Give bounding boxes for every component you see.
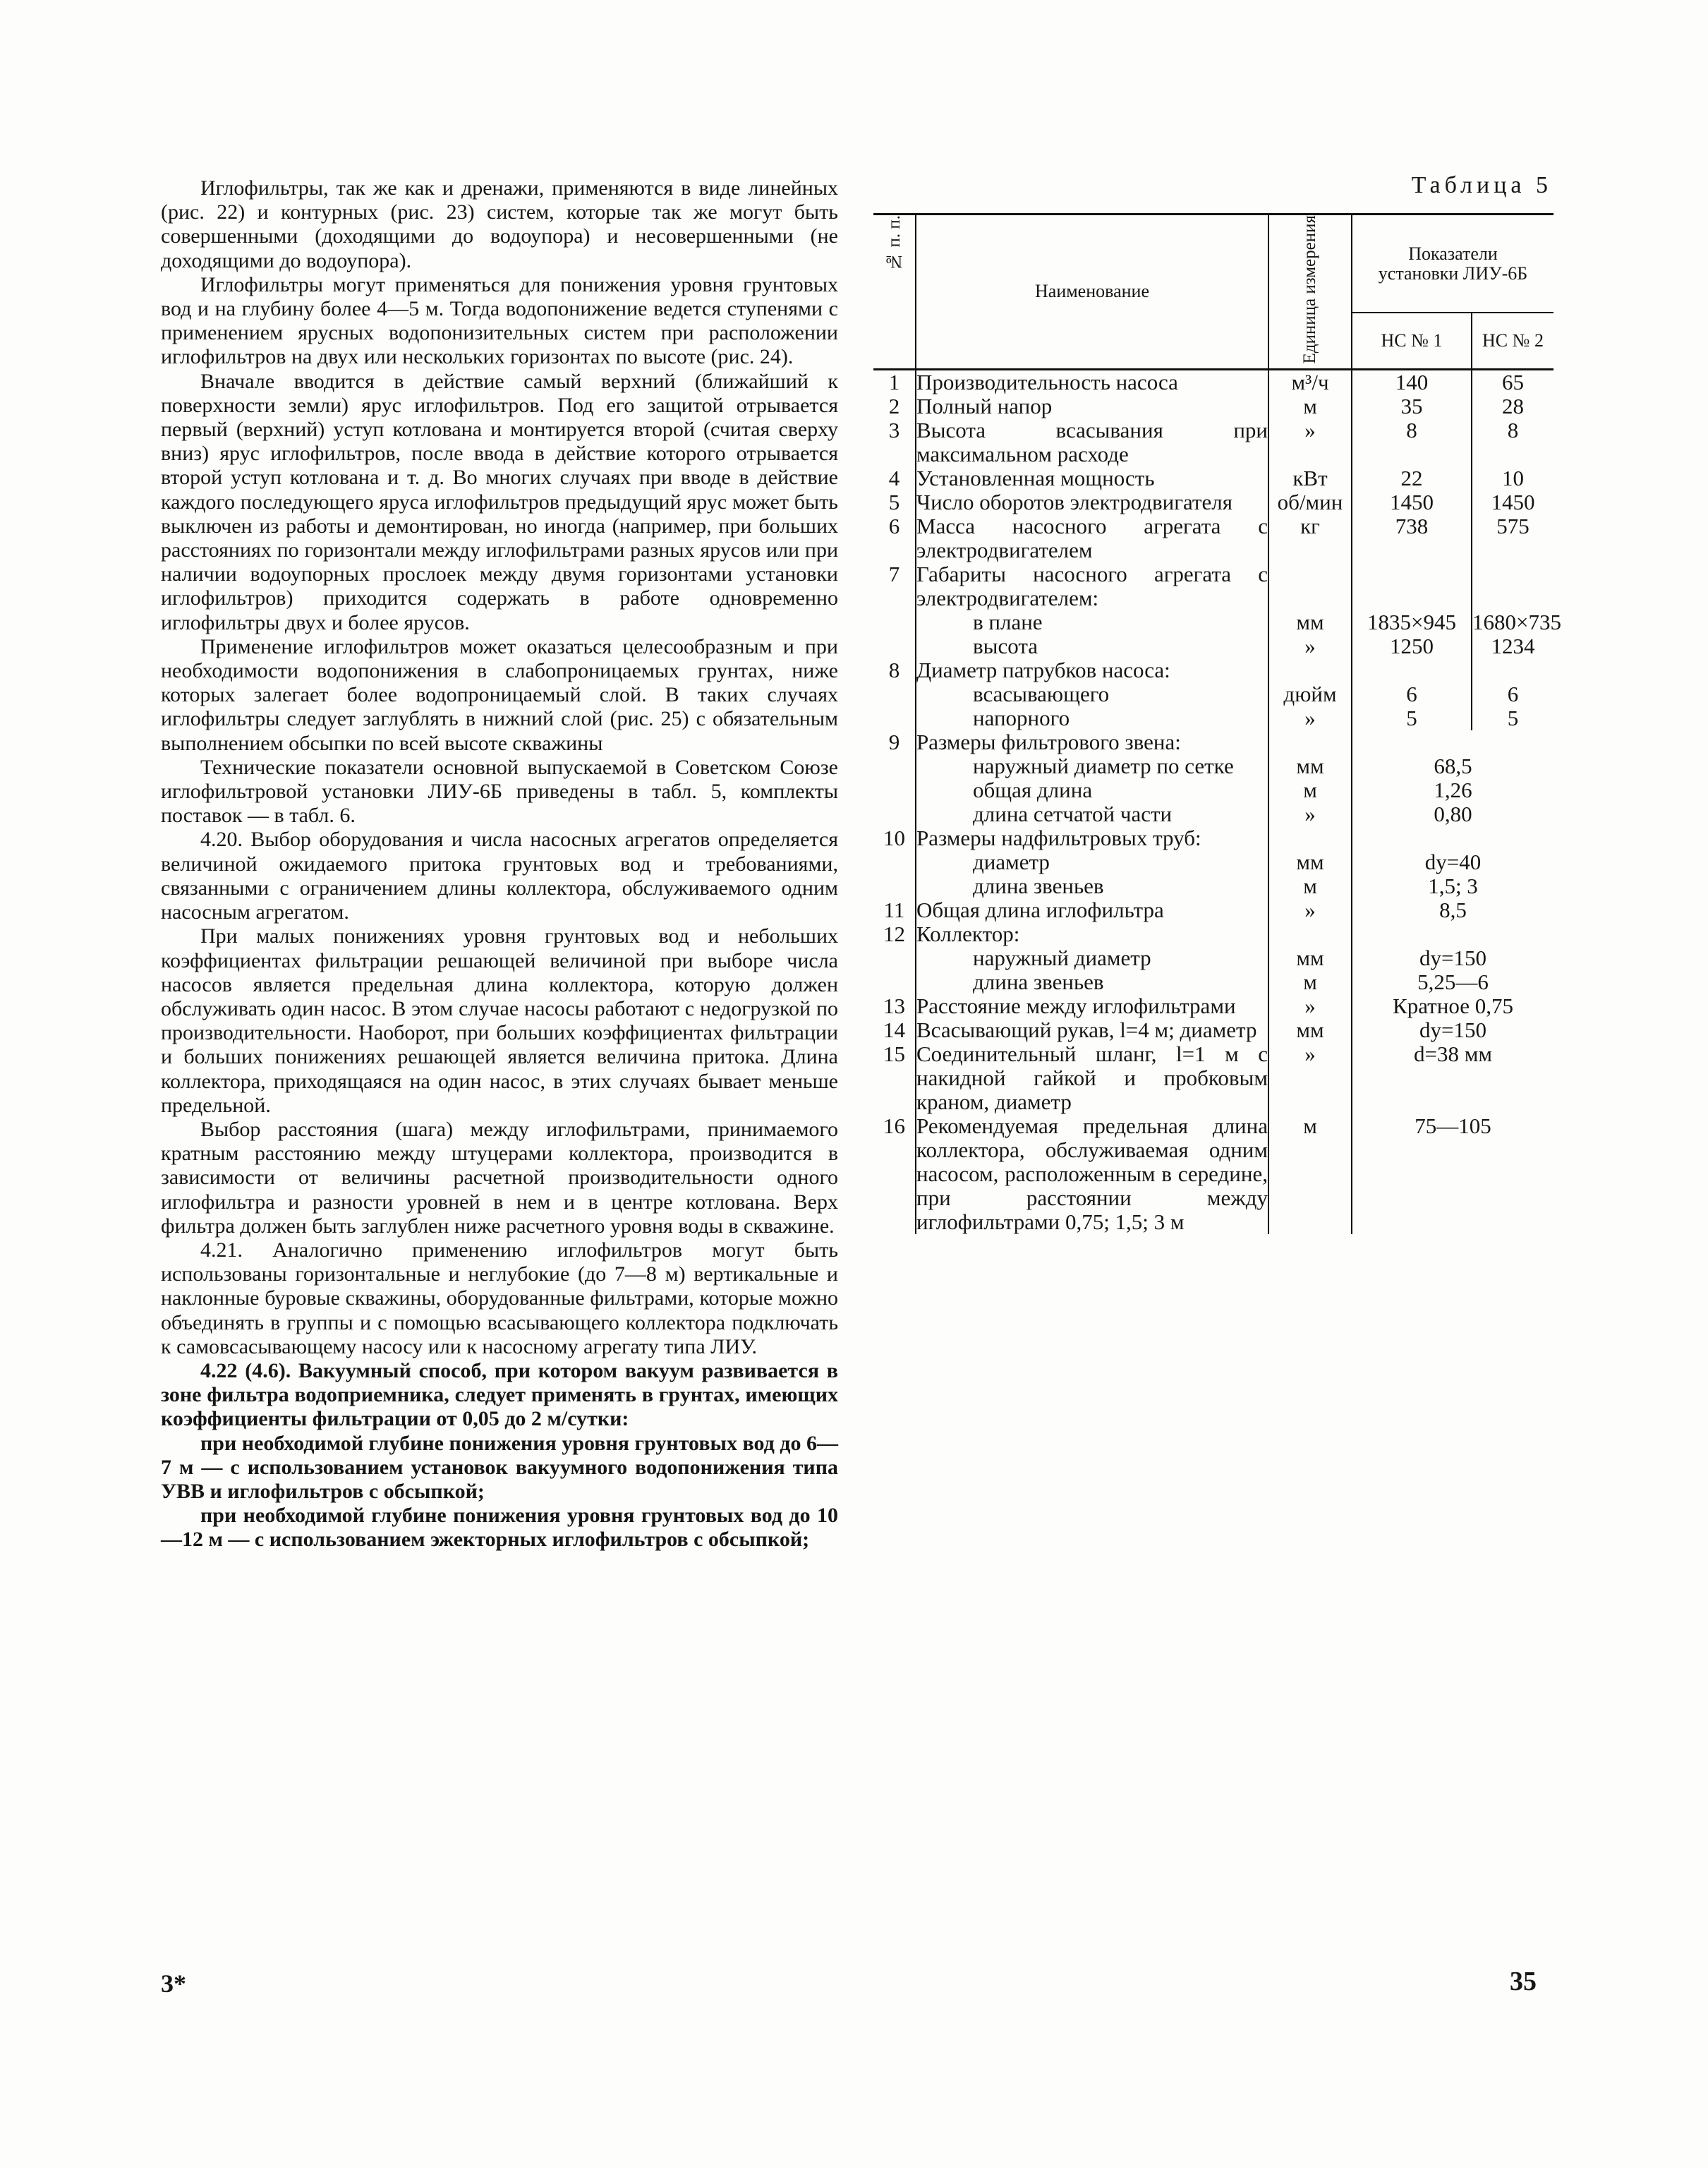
table-row: [873, 754, 1553, 778]
row-name: Расстояние между иглофильтрами: [916, 994, 1268, 1018]
row-unit: м: [1268, 778, 1352, 802]
row-number: [873, 850, 916, 874]
row-unit: [1268, 730, 1352, 754]
row-value-ns2: [1472, 658, 1553, 682]
row-value-ns2: [1472, 562, 1553, 610]
table-row: [873, 1114, 1553, 1234]
row-number: [873, 610, 916, 634]
row-unit: мм: [1268, 946, 1352, 970]
row-number: 13: [883, 993, 905, 1018]
row-name: Общая длина иглофильтра: [916, 898, 1268, 922]
row-unit: кг: [1268, 514, 1352, 562]
row-unit: »: [1268, 898, 1352, 922]
row-unit: м: [1268, 1114, 1352, 1234]
row-value: [1352, 922, 1553, 946]
table-row: [873, 970, 1553, 994]
row-unit: [1268, 562, 1352, 610]
table-row: [873, 369, 1553, 394]
row-number: 7: [888, 561, 900, 586]
row-value: d=38 мм: [1352, 1042, 1553, 1114]
row-number: 2: [888, 393, 900, 418]
row-unit: мм: [1268, 754, 1352, 778]
row-value: 5,25—6: [1352, 970, 1553, 994]
row-value: 75—105: [1352, 1114, 1553, 1234]
row-number: 15: [883, 1041, 905, 1066]
row-name: Масса насосного агрегата с электродвигателем: [916, 513, 1268, 562]
table-row: [873, 682, 1553, 706]
row-name: длина звеньев: [916, 874, 1268, 898]
row-number: 6: [888, 513, 900, 538]
table-row: [873, 610, 1553, 634]
spec-table: [873, 213, 1561, 1234]
row-number: [873, 754, 916, 778]
row-number: 11: [883, 897, 905, 922]
row-number: [873, 778, 916, 802]
row-unit: кВт: [1268, 466, 1352, 490]
row-value: 1,5; 3: [1352, 874, 1553, 898]
row-number: 12: [883, 921, 905, 946]
row-name: Размеры фильтрового звена:: [916, 730, 1268, 754]
row-value: 0,80: [1352, 802, 1553, 826]
row-unit: [1268, 826, 1352, 850]
table-row: [873, 490, 1553, 514]
table-row: [873, 418, 1553, 466]
table-row: [873, 394, 1553, 418]
row-number: [873, 970, 916, 994]
row-value-ns2: 1450: [1472, 490, 1553, 514]
table-row: [873, 706, 1553, 730]
row-unit: м: [1268, 970, 1352, 994]
row-name: высота: [916, 634, 1268, 658]
header-unit: Единица измерения: [1268, 215, 1352, 370]
row-number: 10: [883, 825, 905, 850]
row-value-ns1: [1352, 658, 1472, 682]
row-unit: м: [1268, 394, 1352, 418]
paragraph: 4.21. Аналогично применению иглофильтров могут быть использованы горизонтальные и неглубокие (до 7—8 м) вертикальные и наклонные буровые скважины, оборудованные фильтрами, которые можно объединять в группы и с помощью всасывающего коллектора подключать к самовсасывающему насосу или к насосному агрегату типа ЛИУ.: [161, 1238, 838, 1358]
sheet-mark: 3*: [161, 1969, 186, 1998]
row-name: Высота всасывания при максимальном расходе: [916, 417, 1268, 466]
header-num: № п. п.: [873, 215, 916, 370]
left-text-column: [161, 176, 838, 1552]
row-number: [873, 706, 916, 730]
table-row: [873, 850, 1553, 874]
row-number: 1: [888, 369, 900, 394]
row-name: наружный диаметр по сетке: [916, 754, 1268, 778]
row-number: 9: [888, 729, 900, 754]
row-value-ns2: 575: [1472, 514, 1553, 562]
row-name: диаметр: [916, 850, 1268, 874]
table-row: [873, 514, 1553, 562]
row-value-ns2: 1234: [1472, 634, 1553, 658]
row-unit: м: [1268, 874, 1352, 898]
row-value-ns2: 5: [1472, 706, 1553, 730]
row-unit: [1268, 922, 1352, 946]
row-name: Всасывающий рукав, l=4 м; диаметр: [916, 1018, 1268, 1042]
row-name: Установленная мощность: [916, 466, 1268, 490]
row-value-ns1: 1250: [1352, 634, 1472, 658]
row-name: в плане: [916, 610, 1268, 634]
row-number: 5: [888, 489, 900, 514]
header-ns2: НС № 2: [1472, 313, 1553, 369]
table-row: [873, 1018, 1553, 1042]
table-row: [873, 778, 1553, 802]
paragraph: Вначале вводится в действие самый верхний (ближайший к поверхности земли) ярус иглофильтров. Под его защитой отрывается первый (верхний) уступ котлована и монтируется второй (считая сверху вниз) ярус иглофильтров, после ввода в действие которого отрывается второй уступ котлована и т. д. Во многих случаях при вводе в действие каждого последующего яруса иглофильтров предыдущий ярус может быть выключен из работы и демонтирован, но иногда (например, при больших расстояниях по горизонтали между иглофильтрами разных ярусов или при наличии водоупорных прослоек между двумя горизонтами установки иглофильтров) приходится содержать в работе одновременно иглофильтры двух и более ярусов.: [161, 369, 838, 634]
row-unit: мм: [1268, 1018, 1352, 1042]
row-name: Диаметр патрубков насоса:: [916, 658, 1268, 682]
row-value-ns1: 35: [1352, 394, 1472, 418]
paragraph: Иглофильтры могут применяться для понижения уровня грунтовых вод и на глубину более 4—5 м. Тогда водопонижение ведется ступенями с применением ярусных водопонизительных систем при расположении иглофильтров на двух или нескольких горизонтах по высоте (рис. 24).: [161, 272, 838, 369]
row-name: общая длина: [916, 778, 1268, 802]
row-unit: мм: [1268, 850, 1352, 874]
row-number: [873, 634, 916, 658]
paragraph: Иглофильтры, так же как и дренажи, применяются в виде линейных (рис. 22) и контурных (рис. 23) систем, которые так же могут быть совершенными (доходящими до водоупора) и несовершенными (не доходящими до водоупора).: [161, 176, 838, 272]
row-value-ns1: 1450: [1352, 490, 1472, 514]
row-number: [873, 946, 916, 970]
row-unit: »: [1268, 802, 1352, 826]
row-number: 14: [883, 1017, 905, 1042]
row-name: Соединительный шланг, l=1 м с накидной гайкой и пробковым краном, диаметр: [916, 1041, 1268, 1114]
row-number: 3: [888, 417, 900, 442]
paragraph-bold: при необходимой глубине понижения уровня грунтовых вод до 6—7 м — с использованием установок вакуумного водопонижения типа УВВ и иглофильтров с обсыпкой;: [161, 1431, 838, 1503]
row-value-ns2: 65: [1472, 369, 1553, 394]
row-number: 4: [888, 465, 900, 490]
paragraph: 4.20. Выбор оборудования и числа насосных агрегатов определяется величиной ожидаемого притока грунтовых вод и требованиями, связанными с ограничением длины коллектора, обслуживаемого одним насосным агрегатом.: [161, 828, 838, 924]
row-value-ns1: 22: [1352, 466, 1472, 490]
row-unit: »: [1268, 994, 1352, 1018]
row-value: dy=150: [1352, 946, 1553, 970]
row-number: [873, 682, 916, 706]
row-name: Производительность насоса: [916, 369, 1268, 394]
table-title: Таблица 5: [1411, 172, 1552, 198]
paragraph: Применение иглофильтров может оказаться целесообразным и при необходимости водопонижения в слабопроницаемых грунтах, ниже которых залегает более водопроницаемый слой. В таких случаях иглофильтры следует заглублять в нижний слой (рис. 25) с обязательным выполнением обсыпки по всей высоте скважины: [161, 634, 838, 755]
row-value: dy=150: [1352, 1018, 1553, 1042]
row-value: [1352, 826, 1553, 850]
row-name: Габариты насосного агрегата с электродвигателем:: [916, 561, 1268, 610]
table-row: [873, 802, 1553, 826]
row-name: Число оборотов электродвигателя: [916, 490, 1268, 514]
table-row: [873, 730, 1553, 754]
row-value: Кратное 0,75: [1352, 994, 1553, 1018]
table-row: [873, 994, 1553, 1018]
row-value-ns1: 6: [1352, 682, 1472, 706]
table-row: [873, 826, 1553, 850]
paragraph-bold: 4.22 (4.6). Вакуумный способ, при котором вакуум развивается в зоне фильтра водоприемника, следует применять в грунтах, имеющих коэффициенты фильтрации от 0,05 до 2 м/сутки:: [161, 1358, 838, 1431]
row-name: всасывающего: [916, 682, 1268, 706]
page-number: 35: [1510, 1967, 1537, 1996]
row-unit: м³/ч: [1268, 369, 1352, 394]
table-row: [873, 1042, 1553, 1114]
table-row: [873, 898, 1553, 922]
row-unit: »: [1268, 706, 1352, 730]
header-ns1: НС № 1: [1352, 313, 1472, 369]
row-unit: мм: [1268, 610, 1352, 634]
row-value-ns1: 8: [1352, 418, 1472, 466]
row-name: Коллектор:: [916, 922, 1268, 946]
paragraph: При малых понижениях уровня грунтовых вод и небольших коэффициентах фильтрации решающей величиной при выборе числа насосов является предельная длина коллектора, которую должен обслуживать один насос. В этом случае насосы работают с недогрузкой по производительности. Наоборот, при больших коэффициентах фильтрации и больших понижениях решающей является величина притока. Длина коллектора, приходящаяся на один насос, в этих случаях бывает меньше предельной.: [161, 924, 838, 1117]
row-value-ns1: [1352, 562, 1472, 610]
table-row: [873, 634, 1553, 658]
row-value-ns1: 738: [1352, 514, 1472, 562]
row-value-ns2: 1680×735: [1472, 609, 1561, 634]
row-value-ns2: 8: [1472, 418, 1553, 466]
row-value-ns2: 28: [1472, 394, 1553, 418]
row-value-ns1: 1835×945: [1352, 610, 1472, 634]
row-name: длина звеньев: [916, 970, 1268, 994]
row-name: Полный напор: [916, 394, 1268, 418]
row-number: 8: [888, 657, 900, 682]
row-value: dy=40: [1352, 850, 1553, 874]
row-name: наружный диаметр: [916, 946, 1268, 970]
row-number: [873, 802, 916, 826]
row-unit: об/мин: [1268, 490, 1352, 514]
table-row: [873, 922, 1553, 946]
row-name: длина сетчатой части: [916, 802, 1268, 826]
paragraph-bold: при необходимой глубине понижения уровня грунтовых вод до 10—12 м — с использованием эжекторных иглофильтров с обсыпкой;: [161, 1504, 838, 1552]
table-row: [873, 658, 1553, 682]
row-name: напорного: [916, 706, 1268, 730]
row-value-ns1: 5: [1352, 706, 1472, 730]
header-name: Наименование: [916, 215, 1268, 370]
row-unit: [1268, 658, 1352, 682]
row-value: 8,5: [1352, 898, 1553, 922]
row-name: Размеры надфильтровых труб:: [916, 826, 1268, 850]
row-value-ns1: 140: [1352, 369, 1472, 394]
paragraph: Выбор расстояния (шага) между иглофильтрами, принимаемого кратным расстоянию между штуцерами коллектора, производится в зависимости от величины расчетной производительности одного иглофильтра и разности уровней в нем и в центре котлована. Верх фильтра должен быть заглублен ниже расчетного уровня воды в скважине.: [161, 1117, 838, 1238]
row-number: [873, 874, 916, 898]
row-value: 68,5: [1352, 754, 1553, 778]
row-name: Рекомендуемая предельная длина коллектора, обслуживаемая одним насосом, расположенным в середине, при расстоянии между иглофильтрами 0,75; 1,5; 3 м: [916, 1113, 1268, 1234]
row-value: 1,26: [1352, 778, 1553, 802]
row-value-ns2: 6: [1472, 682, 1553, 706]
table-row: [873, 874, 1553, 898]
table-row: [873, 466, 1553, 490]
row-unit: »: [1268, 634, 1352, 658]
table-row: [873, 562, 1553, 610]
header-indicators: Показатели установки ЛИУ-6Б: [1352, 215, 1553, 313]
row-unit: дюйм: [1268, 682, 1352, 706]
row-value: [1352, 730, 1553, 754]
row-value-ns2: 10: [1472, 466, 1553, 490]
row-unit: »: [1268, 418, 1352, 466]
row-number: 16: [883, 1113, 905, 1138]
paragraph: Технические показатели основной выпускаемой в Советском Союзе иглофильтровой установки ЛИУ-6Б приведены в табл. 5, комплекты поставок — в табл. 6.: [161, 755, 838, 828]
table-row: [873, 946, 1553, 970]
row-unit: »: [1268, 1042, 1352, 1114]
